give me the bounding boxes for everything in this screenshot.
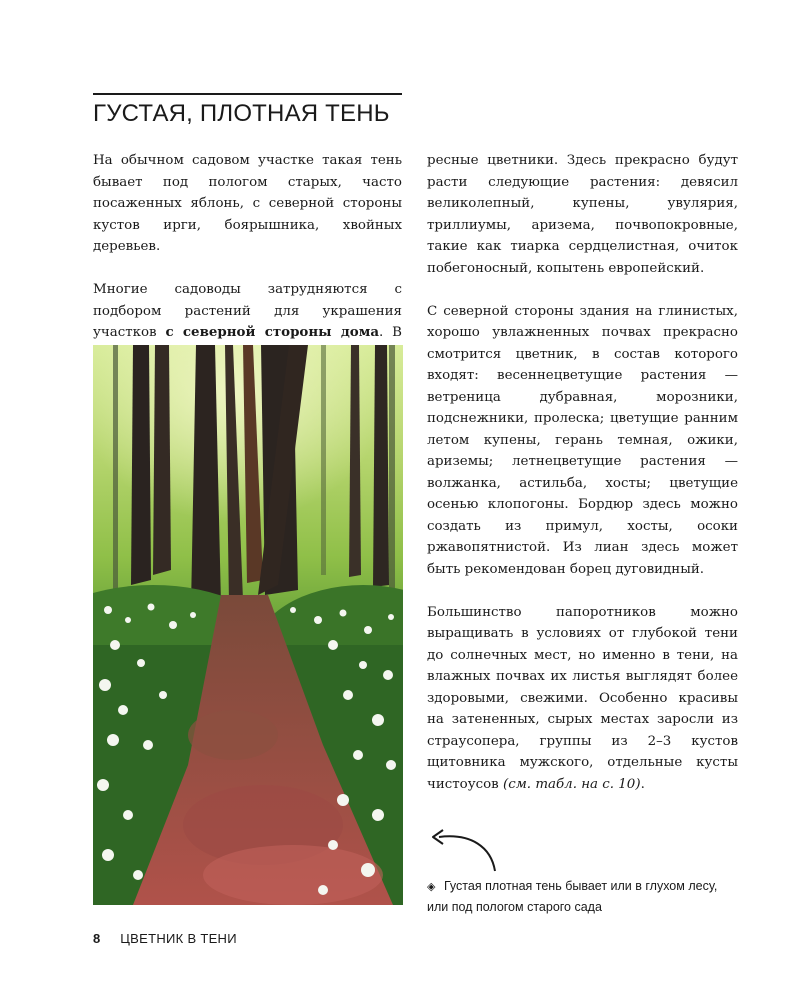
- page-number: 8: [93, 931, 101, 946]
- heading-rule: [93, 93, 402, 95]
- paragraph-clay-soil: С северной стороны здания на глинистых, хорошо увлажненных почвах прекрасно смотрится цветник, в состав которого входят: весеннецветущие растения — ветреница дубравная, морозники, подснежники, пролеска; цветущие ранним летом купены, герань темная, ожики, ариземы; летнецветущие растения — волжанка, астильба, хосты; цветущие осенью клопогоны. Бордюр здесь можно создать из примул, хосты, осоки ржавопятнистой. Из лиан здесь может быть рекомендован борец дуговидный.: [427, 303, 738, 577]
- paragraph-north-side-end: . В: [379, 325, 402, 340]
- table-reference: (см. табл. на с. 10): [502, 776, 641, 792]
- paragraph-plant-list: ресные цветники. Здесь прекрасно будут расти следующие растения: девясил великолепный, купены, увулярия, триллиумы, аризема, почвопокровные, такие как тиарка сердцелистная, очиток побегоносный, копытень европейский.: [427, 153, 738, 276]
- forest-photo-illustration: [93, 345, 403, 905]
- paragraph-ferns-start: Большинство папоротников можно выращивать в условиях от глубокой тени до солнечных мест, но именно в тени, на влажных почвах их листья выглядят более здоровыми, свежими. Особенно красивы на затененных, сырых местах заросли из страусопера, группы из 2–3 кустов щитовника мужского, отдельные кусты чистоусов: [427, 604, 738, 792]
- paragraph-shade-location: На обычном садовом участке такая тень бывает под пологом старых, часто посаженных яблонь, с северной стороны кустов ирги, боярышника, хвойных деревьев.: [93, 153, 402, 254]
- photo-caption: [427, 876, 727, 917]
- caption-line-2: или под пологом старого сада: [427, 900, 602, 914]
- right-text-column: [427, 150, 738, 795]
- paragraph-ferns-end: .: [640, 776, 645, 792]
- paragraph-north-side-start: Многие садоводы затрудняются с подбором растений для украшения участков: [93, 282, 402, 340]
- curved-arrow-icon: [425, 825, 505, 875]
- forest-photo: [93, 345, 403, 905]
- diamond-bullet-icon: ◈: [427, 881, 436, 893]
- caption-line-1: [427, 876, 727, 897]
- north-side-emphasis: с северной стороны дома: [165, 324, 380, 340]
- running-section-title: ЦВЕТНИК В ТЕНИ: [120, 931, 237, 946]
- section-heading: ГУСТАЯ, ПЛОТНАЯ ТЕНЬ: [93, 100, 390, 127]
- page-footer: [93, 931, 237, 946]
- paragraph-ferns: [427, 602, 738, 796]
- caption-text-1: Густая плотная тень бывает или в глухом лесу,: [444, 879, 718, 893]
